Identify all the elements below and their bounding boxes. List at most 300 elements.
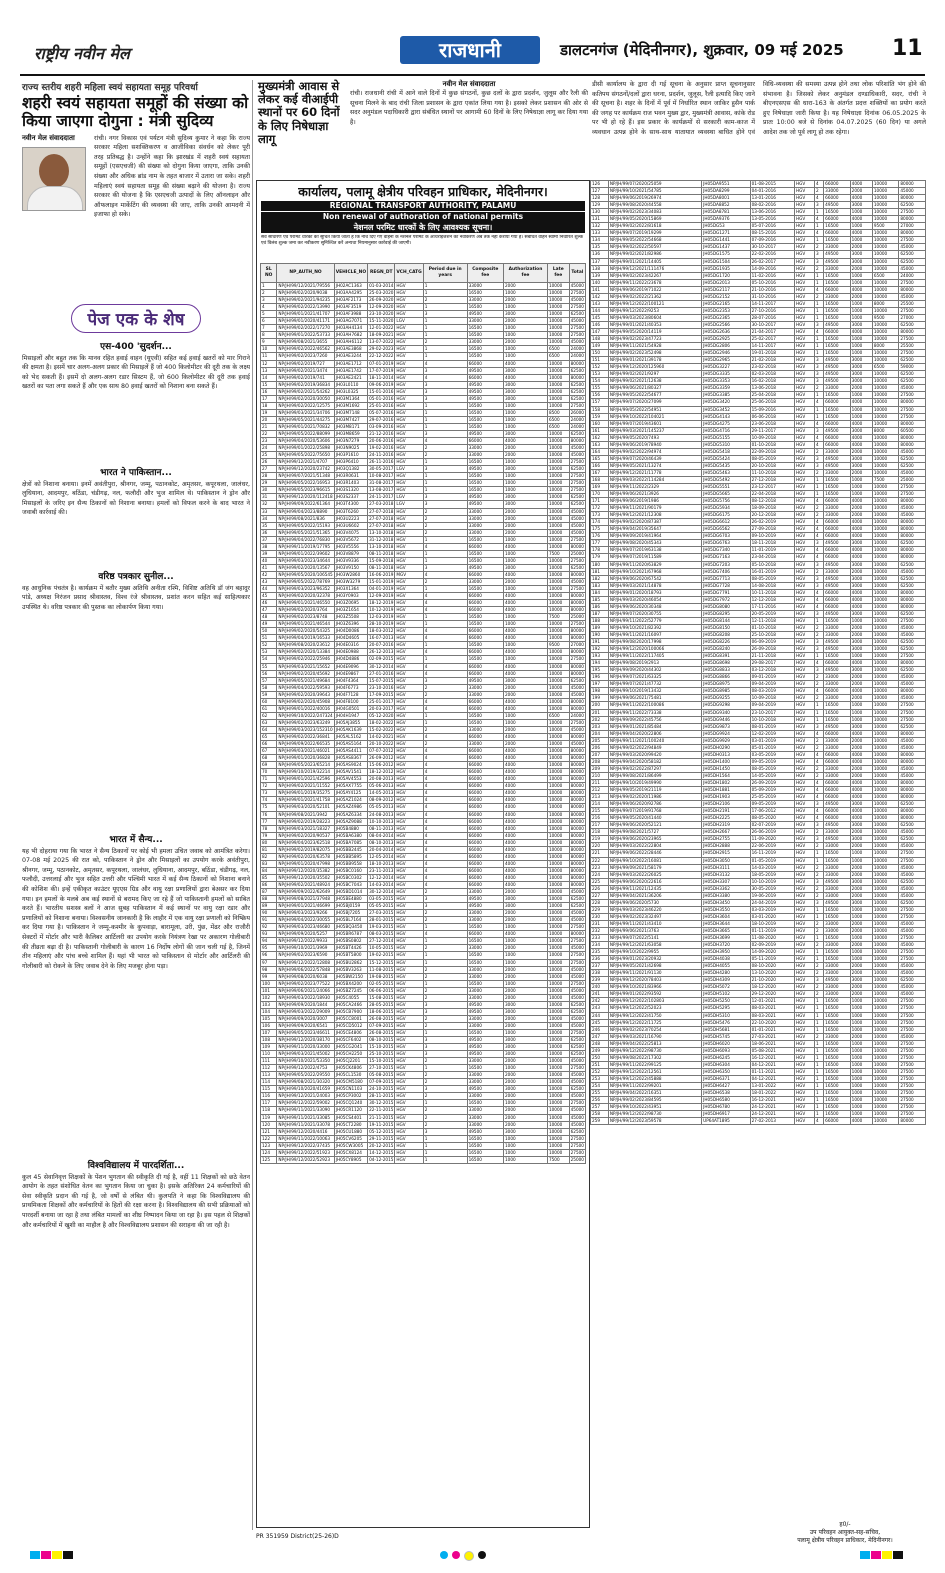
- table-cell: HGV: [395, 593, 423, 600]
- table-cell: 62500: [570, 501, 584, 507]
- table-cell: NP/JH/99/03/2023/80604: [608, 314, 701, 321]
- table-cell: 3000: [504, 1128, 548, 1135]
- table-cell: NP/JH/99/05/2020/14119: [608, 328, 701, 335]
- table-cell: NP/JH/99/08/2021/5727: [608, 829, 701, 836]
- table-cell: 12-01-2021: [750, 998, 794, 1005]
- table-cell: 1000: [850, 300, 872, 307]
- table-cell: 4: [423, 762, 467, 769]
- table-cell: NP/JH/99/04/2020/53606: [277, 438, 334, 445]
- table-row: [591, 385, 926, 392]
- table-cell: 4: [814, 596, 823, 603]
- table-cell: HGV: [795, 709, 815, 716]
- table-cell: 229: [591, 906, 609, 913]
- table-cell: 3: [814, 561, 823, 568]
- table-cell: 247: [591, 1033, 609, 1040]
- table-cell: 2000: [850, 885, 872, 892]
- table-cell: NP/JH/99/01/2022/93592: [608, 991, 701, 998]
- table-cell: 45000: [899, 674, 926, 681]
- table-cell: 4000: [850, 526, 872, 533]
- table-cell: 24-12-2021: [750, 1111, 794, 1118]
- table-cell: 10000: [872, 977, 899, 984]
- table-cell: JH03AH6112: [334, 339, 367, 346]
- table-cell: NP/JH/99/10/2022/104021: [608, 413, 701, 420]
- table-row: [261, 1008, 586, 1015]
- table-cell: 10000: [547, 515, 569, 522]
- table-cell: 2000: [850, 970, 872, 977]
- table-cell: JH05DG2152: [702, 293, 750, 300]
- table-cell: HGV: [395, 1079, 423, 1086]
- table-cell: 2000: [850, 942, 872, 949]
- table-cell: JH05DG5463: [702, 469, 750, 476]
- table-row: [591, 399, 926, 406]
- table-cell: 10000: [872, 864, 899, 871]
- table-cell: 1000: [850, 1040, 872, 1047]
- table-cell: 4: [814, 779, 823, 786]
- table-cell: 27500: [899, 1054, 926, 1061]
- table-cell: 80000: [899, 526, 926, 533]
- table-cell: 10000: [547, 1079, 569, 1086]
- table-cell: 02-07-2019: [750, 822, 794, 829]
- table-row: [591, 617, 926, 624]
- table-cell: 4000: [504, 790, 548, 797]
- table-cell: 116: [261, 1093, 277, 1100]
- table-cell: 27500: [570, 1029, 584, 1035]
- table-cell: 1: [423, 980, 467, 987]
- table-row: [591, 1090, 926, 1097]
- table-cell: 78: [261, 825, 277, 832]
- table-cell: 03-09-2016: [369, 423, 394, 429]
- table-cell: NP/JH/99/02/2023/47723: [608, 336, 701, 343]
- table-cell: 2: [423, 691, 467, 698]
- table-row: [591, 864, 926, 871]
- table-cell: HGV: [795, 350, 815, 357]
- table-row: [591, 765, 926, 772]
- table-cell: 62500: [570, 395, 584, 401]
- signatory-office: पलामू क्षेत्रीय परिवहन प्राधिकार, मेदिनीनगर।: [797, 1537, 893, 1544]
- table-cell: JH05DG9298: [702, 702, 750, 709]
- table-cell: 27500: [570, 656, 584, 662]
- table-cell: 246: [591, 1026, 609, 1033]
- table-cell: 4: [423, 818, 467, 825]
- table-cell: 10000: [547, 938, 569, 945]
- table-cell: 66000: [824, 195, 851, 202]
- table-cell: 19-08-2015: [369, 973, 394, 979]
- table-cell: 15-09-2018: [369, 557, 394, 563]
- table-cell: 239: [591, 977, 609, 984]
- table-cell: 222: [591, 857, 609, 864]
- table-cell: 03-03-2019: [750, 906, 794, 913]
- table-cell: 02-09-2019: [750, 942, 794, 949]
- table-cell: JH03M1692: [334, 402, 367, 409]
- table-cell: 4: [814, 589, 823, 596]
- table-cell: HGV: [795, 469, 815, 476]
- table-cell: 45000: [570, 1107, 584, 1113]
- table-cell: 49500: [824, 899, 851, 906]
- table-cell: 240: [591, 984, 609, 991]
- table-cell: 62500: [899, 561, 926, 568]
- table-cell: 3000: [850, 251, 872, 258]
- table-cell: 62500: [899, 258, 926, 265]
- table-cell: 33000: [467, 1058, 503, 1065]
- table-cell: JH03AH7682: [334, 332, 367, 339]
- table-cell: 10000: [872, 935, 899, 942]
- table-cell: NP/JH/99/06/2019/71022: [608, 286, 701, 293]
- table-cell: 3000: [850, 540, 872, 547]
- table-cell: 14: [261, 374, 277, 381]
- table-row: [591, 378, 926, 385]
- table-cell: 80000: [899, 420, 926, 427]
- table-cell: 202: [591, 716, 609, 723]
- table-cell: 10000: [872, 801, 899, 808]
- table-row: [591, 920, 926, 927]
- table-cell: 18-03-2012: [369, 628, 394, 634]
- table-cell: JH05DH3380: [702, 892, 750, 899]
- table-cell: 2000: [504, 515, 548, 522]
- table-cell: 16500: [467, 402, 503, 409]
- table-cell: 2: [423, 889, 467, 896]
- table-cell: JH05AX7755: [334, 783, 367, 790]
- table-cell: 28: [261, 473, 277, 480]
- table-cell: 1000: [850, 406, 872, 413]
- table-cell: 10000: [547, 1142, 569, 1149]
- table-cell: 89: [261, 903, 277, 910]
- rest-body: मिसाइलों और बहुत तक कि मानव रहित हवाई वाहन (यूएवी) सहित कई हवाई खतरों को मार गिराने की क्षमता है। इसमें चार अलग-अलग प्रकार की मिसाइलें हैं जो 400 किलोमीटर की दूरी तक के लक्ष्य को भेद सकती हैं। इसमें दो अलग-अलग रडार सिस्टम हैं, जो 600 किलोमीटर की दूरी तक हवाई खतरों का पता लगा सकते हैं और एक साथ 80 हवाई खतरों को निशाना बना सकते हैं।: [22, 354, 250, 391]
- table-cell: 45000: [899, 920, 926, 927]
- table-cell: HGV: [395, 987, 423, 994]
- table-cell: JH03V5672: [334, 536, 367, 543]
- table-row: [591, 716, 926, 723]
- mid-body: रांची। राजधानी रांची में आने वाले दिनों में कुछ संगठनों, कुछ दलों के द्वारा प्रदर्शन, जुलूस और रैली की सूचना मिलने के बाद रांची जिला प्रशासन के द्वारा एकांत लिया गया है। इसको लेकर प्रशासन की ओर से सदर अनुमंडल पदाधिकारी द्वारा संबंधित स्थानों पर आगामी 60 दिनों के लिए निषेधाज्ञा लागू कर दिया गया है।: [350, 90, 588, 126]
- table-cell: 66000: [824, 181, 851, 188]
- table-cell: 2000: [850, 871, 872, 878]
- table-cell: HGV: [395, 677, 423, 684]
- table-row: [261, 635, 586, 642]
- table-cell: 58: [261, 684, 277, 691]
- table-cell: 80000: [570, 600, 584, 606]
- table-cell: 69: [261, 762, 277, 769]
- table-cell: JH05DG2566: [702, 321, 750, 328]
- table-cell: 18-02-2022: [369, 719, 394, 725]
- table-cell: JH04H1947: [334, 712, 367, 719]
- table-cell: HGV: [795, 758, 815, 765]
- table-cell: 2: [814, 512, 823, 519]
- story-headline: शहरी स्वयं सहायता समूहों की संख्या को किया जाएगा दोगुना : मंत्री सुदिव्य: [22, 94, 249, 130]
- table-row: [591, 956, 926, 963]
- table-cell: 1: [423, 1135, 467, 1142]
- table-cell: NP/JH/99/06/2022/57848: [277, 966, 334, 973]
- table-cell: JH03M7427: [334, 416, 367, 423]
- table-cell: HGV: [795, 674, 815, 681]
- table-cell: 24-11-2016: [369, 452, 394, 458]
- table-cell: HGV: [395, 1114, 423, 1121]
- table-cell: 21-04-2017: [750, 328, 794, 335]
- table-cell: 15-10-2015: [369, 1058, 394, 1064]
- table-cell: 142: [591, 293, 609, 300]
- table-cell: 10000: [872, 667, 899, 674]
- table-cell: 1: [814, 279, 823, 286]
- table-cell: 45000: [899, 765, 926, 772]
- table-cell: 1: [814, 857, 823, 864]
- table-row: [591, 427, 926, 434]
- column-header: VCH_CATG: [395, 264, 423, 283]
- table-cell: 4000: [850, 794, 872, 801]
- table-row: [591, 364, 926, 371]
- table-cell: 212: [591, 787, 609, 794]
- table-cell: HGV: [795, 920, 815, 927]
- table-cell: 137: [591, 258, 609, 265]
- table-cell: JH05CM5180: [334, 1079, 367, 1086]
- table-cell: 45000: [570, 318, 584, 324]
- table-row: [261, 550, 586, 557]
- table-cell: 10000: [547, 677, 569, 684]
- table-cell: 228: [591, 899, 609, 906]
- table-row: [261, 438, 586, 445]
- table-cell: 16500: [824, 491, 851, 498]
- table-cell: 1000: [504, 423, 548, 430]
- table-cell: NP/JH/99/12/2022/11725: [608, 1019, 701, 1026]
- table-cell: NP/JH/99/11/2021/33078: [277, 1121, 334, 1128]
- table-cell: 49500: [467, 896, 503, 903]
- table-row: [261, 1114, 586, 1121]
- table-cell: 2: [814, 984, 823, 991]
- table-cell: 3: [814, 540, 823, 547]
- table-cell: JH05CL1530: [334, 1072, 367, 1079]
- table-cell: 33000: [467, 1114, 503, 1121]
- table-cell: 80000: [899, 533, 926, 540]
- table-cell: 158: [591, 406, 609, 413]
- table-cell: 27-03-2018: [369, 501, 394, 507]
- table-cell: 10000: [872, 927, 899, 934]
- table-cell: 21-02-2018: [750, 357, 794, 364]
- table-row: [261, 670, 586, 677]
- table-cell: 10000: [547, 1051, 569, 1058]
- table-cell: 1: [423, 959, 467, 966]
- table-cell: 114: [261, 1079, 277, 1086]
- table-cell: NP/JH/99/12/2020/100066: [608, 646, 701, 653]
- section-title: राजधानी: [400, 36, 540, 64]
- table-cell: NP/JH/99/02/2023/77522: [277, 980, 334, 987]
- table-cell: 10000: [547, 804, 569, 811]
- table-cell: JH05DH3604: [702, 913, 750, 920]
- table-cell: 1: [423, 952, 467, 959]
- table-cell: 33000: [467, 966, 503, 973]
- table-cell: 3000: [504, 494, 548, 501]
- table-cell: 10000: [872, 589, 899, 596]
- table-cell: 45000: [899, 293, 926, 300]
- table-cell: 47: [261, 607, 277, 614]
- table-cell: HGV: [795, 1083, 815, 1090]
- table-cell: HGV: [795, 864, 815, 871]
- table-cell: JH05DG2013: [702, 279, 750, 286]
- table-cell: 27-10-2016: [750, 307, 794, 314]
- table-cell: 4000: [504, 734, 548, 741]
- table-cell: JH05CV6205: [334, 1135, 367, 1142]
- table-row: [591, 1012, 926, 1019]
- table-row: [261, 748, 586, 755]
- table-cell: 3: [814, 357, 823, 364]
- table-cell: 10000: [872, 1019, 899, 1026]
- table-row: [261, 980, 586, 987]
- table-row: [261, 973, 586, 980]
- table-cell: 15-02-2022: [369, 726, 394, 732]
- table-cell: 4: [423, 776, 467, 783]
- table-row: [261, 628, 586, 635]
- table-cell: JH05DH3950: [702, 949, 750, 956]
- table-cell: 16500: [824, 237, 851, 244]
- table-row: [261, 402, 586, 409]
- table-cell: 27000: [899, 223, 926, 230]
- table-cell: NP/JH/99/03/2023/46680: [277, 924, 334, 931]
- table-cell: 2: [423, 1072, 467, 1079]
- table-cell: 06-06-2018: [750, 413, 794, 420]
- table-cell: 4000: [850, 399, 872, 406]
- table-cell: JH05CK4806: [334, 1065, 367, 1072]
- table-cell: NP/JH/99/03/2021/16790: [608, 1033, 701, 1040]
- table-cell: 07-01-2019: [369, 360, 394, 366]
- table-cell: 16500: [467, 1149, 503, 1156]
- table-cell: 38: [261, 543, 277, 550]
- table-cell: 40: [261, 557, 277, 564]
- table-cell: 4: [814, 758, 823, 765]
- table-cell: HGV: [795, 413, 815, 420]
- table-cell: 2: [814, 864, 823, 871]
- table-cell: 6500: [547, 416, 569, 423]
- table-cell: 49500: [824, 202, 851, 209]
- table-cell: 10000: [547, 1022, 569, 1029]
- table-cell: NP/JH/99/04/2022/59593: [277, 684, 334, 691]
- table-cell: 30-12-2014: [369, 889, 394, 895]
- table-cell: NP/JH/99/02/2021/11552: [277, 783, 334, 790]
- table-cell: HGV: [795, 624, 815, 631]
- table-cell: 27500: [899, 709, 926, 716]
- table-cell: 2: [423, 1121, 467, 1128]
- table-cell: 05-07-2016: [369, 409, 394, 415]
- table-cell: 2000: [850, 469, 872, 476]
- table-cell: 80000: [899, 758, 926, 765]
- table-cell: NP/JH/99/11/2021/43410: [608, 920, 701, 927]
- table-cell: 2000: [504, 1079, 548, 1086]
- table-cell: 226: [591, 885, 609, 892]
- table-row: [261, 557, 586, 564]
- table-cell: LGV: [395, 466, 423, 473]
- table-cell: 11-01-2019: [750, 547, 794, 554]
- table-cell: NP/JH/99/08/2020/45343: [608, 540, 701, 547]
- table-cell: 153: [591, 371, 609, 378]
- table-cell: JH05DH6371: [702, 1075, 750, 1082]
- table-cell: 18-12-2019: [369, 600, 394, 606]
- table-cell: 119: [261, 1114, 277, 1121]
- table-cell: NP/JH/99/04/2019/35647: [608, 526, 701, 533]
- table-cell: 27500: [570, 332, 584, 338]
- table-cell: 14-08-2018: [750, 582, 794, 589]
- table-cell: 10000: [872, 998, 899, 1005]
- table-cell: JH05BB2445: [334, 846, 367, 853]
- table-cell: 1: [814, 491, 823, 498]
- table-cell: 66000: [467, 825, 503, 832]
- table-cell: NP/JH/99/11/2021/91130: [608, 970, 701, 977]
- table-cell: 22-02-2016: [750, 251, 794, 258]
- table-cell: 18-12-2020: [750, 984, 794, 991]
- table-cell: NP/JH/99/02/2020/87387: [608, 519, 701, 526]
- table-cell: 62500: [899, 878, 926, 885]
- table-cell: 80000: [570, 698, 584, 704]
- table-cell: 80000: [570, 663, 584, 669]
- table-row: [261, 529, 586, 536]
- table-row: [261, 564, 586, 571]
- table-cell: HGV: [795, 956, 815, 963]
- table-cell: 08-02-2016: [750, 202, 794, 209]
- table-cell: 16500: [824, 484, 851, 491]
- table-cell: HGV: [395, 325, 423, 332]
- table-cell: 10000: [547, 438, 569, 445]
- table-row: [261, 691, 586, 698]
- table-cell: NP/JH/99/08/2020/17998: [608, 639, 701, 646]
- table-cell: 2000: [850, 1033, 872, 1040]
- table-cell: 16500: [467, 586, 503, 593]
- table-cell: 2: [423, 529, 467, 536]
- table-cell: 10000: [872, 286, 899, 293]
- rta-notice: [256, 180, 590, 1528]
- table-cell: 251: [591, 1061, 609, 1068]
- table-cell: 10000: [547, 381, 569, 388]
- table-cell: JH05BZ7245: [334, 987, 367, 994]
- table-cell: 100: [261, 980, 277, 987]
- table-cell: 66000: [467, 790, 503, 797]
- table-cell: 1000: [850, 1012, 872, 1019]
- table-cell: HGV: [795, 427, 815, 434]
- table-cell: HGV: [795, 850, 815, 857]
- table-cell: JH05DG3227: [702, 364, 750, 371]
- table-cell: 45000: [570, 445, 584, 451]
- table-cell: NP/JH/99/06/2020/5730: [608, 899, 701, 906]
- table-cell: 80000: [899, 688, 926, 695]
- table-cell: 10000: [872, 850, 899, 857]
- table-cell: 1: [814, 343, 823, 350]
- table-cell: 45000: [899, 942, 926, 949]
- table-cell: NP/JH/99/01/2020/36828: [277, 755, 334, 762]
- table-cell: 10000: [872, 815, 899, 822]
- table-cell: JH03U2223: [334, 515, 367, 522]
- table-cell: 80000: [570, 628, 584, 634]
- table-cell: 1: [814, 913, 823, 920]
- table-cell: 20-05-2019: [750, 610, 794, 617]
- table-row: [261, 1135, 586, 1142]
- table-row: [591, 850, 926, 857]
- table-cell: 14-05-2019: [750, 772, 794, 779]
- table-cell: NP/JH/99/02/2022/94974: [608, 448, 701, 455]
- table-cell: 1: [423, 1149, 467, 1156]
- table-cell: 16500: [467, 304, 503, 311]
- table-cell: 4000: [850, 660, 872, 667]
- table-cell: HGV: [795, 561, 815, 568]
- table-cell: 80000: [570, 832, 584, 838]
- table-cell: 80000: [899, 328, 926, 335]
- table-cell: 62: [261, 712, 277, 719]
- table-cell: 16500: [824, 956, 851, 963]
- table-cell: 66000: [824, 420, 851, 427]
- table-cell: 10000: [547, 1135, 569, 1142]
- table-cell: 26-09-2020: [369, 297, 394, 303]
- table-cell: NP/JH/99/02/2020/90537: [277, 832, 334, 839]
- table-cell: 10000: [547, 846, 569, 853]
- table-cell: 14-09-2016: [750, 265, 794, 272]
- table-cell: 24-10-2015: [369, 1086, 394, 1092]
- table-cell: 2: [814, 991, 823, 998]
- table-cell: 3000: [850, 202, 872, 209]
- table-cell: 33000: [824, 942, 851, 949]
- table-cell: 1000: [850, 949, 872, 956]
- table-cell: 4000: [850, 787, 872, 794]
